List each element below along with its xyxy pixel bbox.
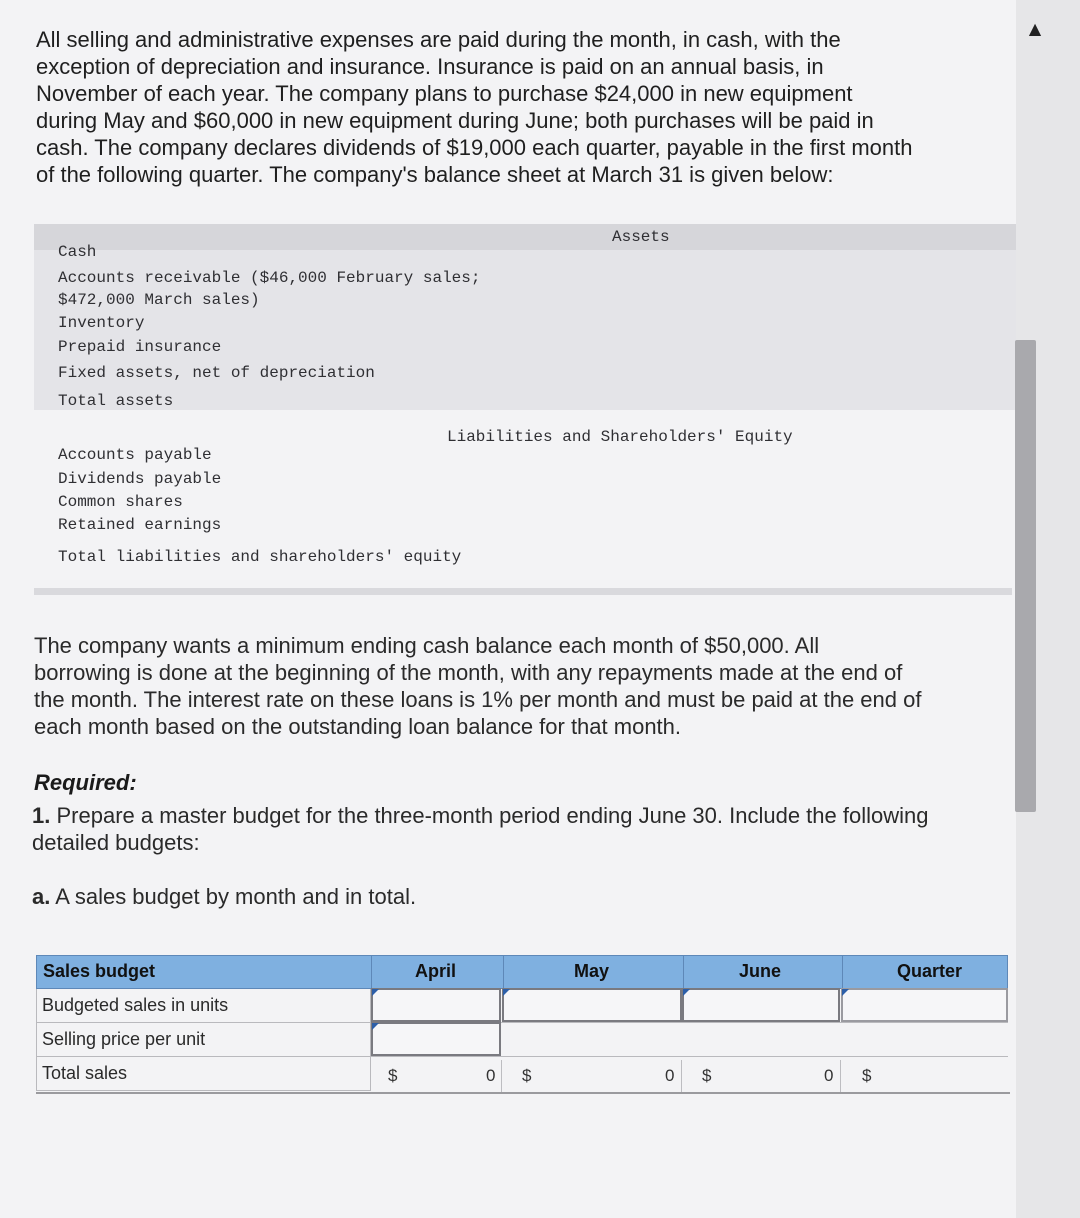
bs-asset-prepaid-insurance: Prepaid insurance xyxy=(58,338,222,356)
requirement-1-number: 1. xyxy=(32,803,51,828)
input-units-may[interactable] xyxy=(502,988,682,1022)
balance-sheet-bottom-rule xyxy=(34,588,1012,595)
cell-divider xyxy=(840,1060,841,1092)
bs-total-assets: Total assets xyxy=(58,392,174,410)
assets-header: Assets xyxy=(612,228,670,246)
requirement-a-text: A sales budget by month and in total. xyxy=(55,884,417,909)
currency-symbol: $ xyxy=(862,1066,872,1085)
currency-symbol: $ xyxy=(702,1066,712,1085)
scroll-up-arrow-icon[interactable]: ▲ xyxy=(1028,19,1042,38)
row-label-budgeted-units: Budgeted sales in units xyxy=(36,989,371,1023)
sales-budget-title: Sales budget xyxy=(43,961,156,981)
bs-asset-inventory: Inventory xyxy=(58,314,145,332)
requirement-a xyxy=(32,884,416,910)
row-label-selling-price: Selling price per unit xyxy=(36,1023,371,1057)
row-divider xyxy=(371,1056,1008,1057)
total-sales-april: 0 xyxy=(486,1066,496,1085)
intro-paragraph: All selling and administrative expenses are paid during the month, in cash, with the exception of depreciation and insurance. Insurance is paid on an annual basis, in November of each year. The company plans to purchase $24,000 in new equipment during May and $60,000 in new equipment during June; both purchases will be paid in cash. The company declares dividends of $19,000 each quarter, payable in the first month of the following quarter. The company's balance sheet at March 31 is given below: xyxy=(36,27,913,187)
header-divider xyxy=(683,956,684,990)
input-units-april[interactable] xyxy=(371,988,501,1022)
input-units-quarter[interactable] xyxy=(841,988,1008,1022)
bs-asset-accounts-receivable-cont: $472,000 March sales) xyxy=(58,291,260,309)
bs-equity-retained-earnings: Retained earnings xyxy=(58,516,222,534)
cash-policy-paragraph: The company wants a minimum ending cash balance each month of $50,000. All borrowing is done at the beginning of the month, with any repayments made at the end of the month. The interest rate on these loans is 1% per month and must be paid at the end of each month based on the outstanding loan balance for that month. xyxy=(34,633,922,739)
bs-asset-accounts-receivable: Accounts receivable ($46,000 February sales; xyxy=(58,269,481,287)
liabilities-header: Liabilities and Shareholders' Equity xyxy=(447,428,793,446)
column-header-may: May xyxy=(574,961,610,981)
column-header-june: June xyxy=(739,961,782,981)
requirement-a-letter: a. xyxy=(32,884,51,909)
requirement-1 xyxy=(32,802,992,856)
header-divider xyxy=(842,956,843,990)
bs-liab-accounts-payable: Accounts payable xyxy=(58,446,212,464)
currency-symbol: $ xyxy=(522,1066,532,1085)
header-divider xyxy=(503,956,504,990)
bs-equity-common-shares: Common shares xyxy=(58,493,183,511)
input-selling-price-april[interactable] xyxy=(371,1022,501,1056)
balance-sheet-header-bar xyxy=(34,224,1016,250)
required-label: Required: xyxy=(34,770,137,795)
table-bottom-border xyxy=(36,1092,1010,1094)
row-label-total-sales: Total sales xyxy=(36,1057,371,1091)
header-divider xyxy=(371,956,372,990)
column-header-quarter: Quarter xyxy=(897,961,963,981)
bs-asset-fixed-assets: Fixed assets, net of depreciation xyxy=(58,364,375,382)
bs-asset-cash: Cash xyxy=(58,243,97,261)
bs-total-liabilities-equity: Total liabilities and shareholders' equity xyxy=(58,548,462,566)
requirement-1-text: Prepare a master budget for the three-month period ending June 30. Include the following detailed budgets: xyxy=(32,803,929,855)
cell-divider xyxy=(681,1060,682,1092)
total-sales-may: 0 xyxy=(665,1066,675,1085)
bs-liab-dividends-payable: Dividends payable xyxy=(58,470,222,488)
column-header-april: April xyxy=(415,961,457,981)
total-sales-june: 0 xyxy=(824,1066,834,1085)
scrollbar-thumb[interactable] xyxy=(1015,340,1036,812)
currency-symbol: $ xyxy=(388,1066,398,1085)
input-units-june[interactable] xyxy=(682,988,840,1022)
sales-budget-header-row xyxy=(36,955,1008,989)
cell-divider xyxy=(501,1060,502,1092)
